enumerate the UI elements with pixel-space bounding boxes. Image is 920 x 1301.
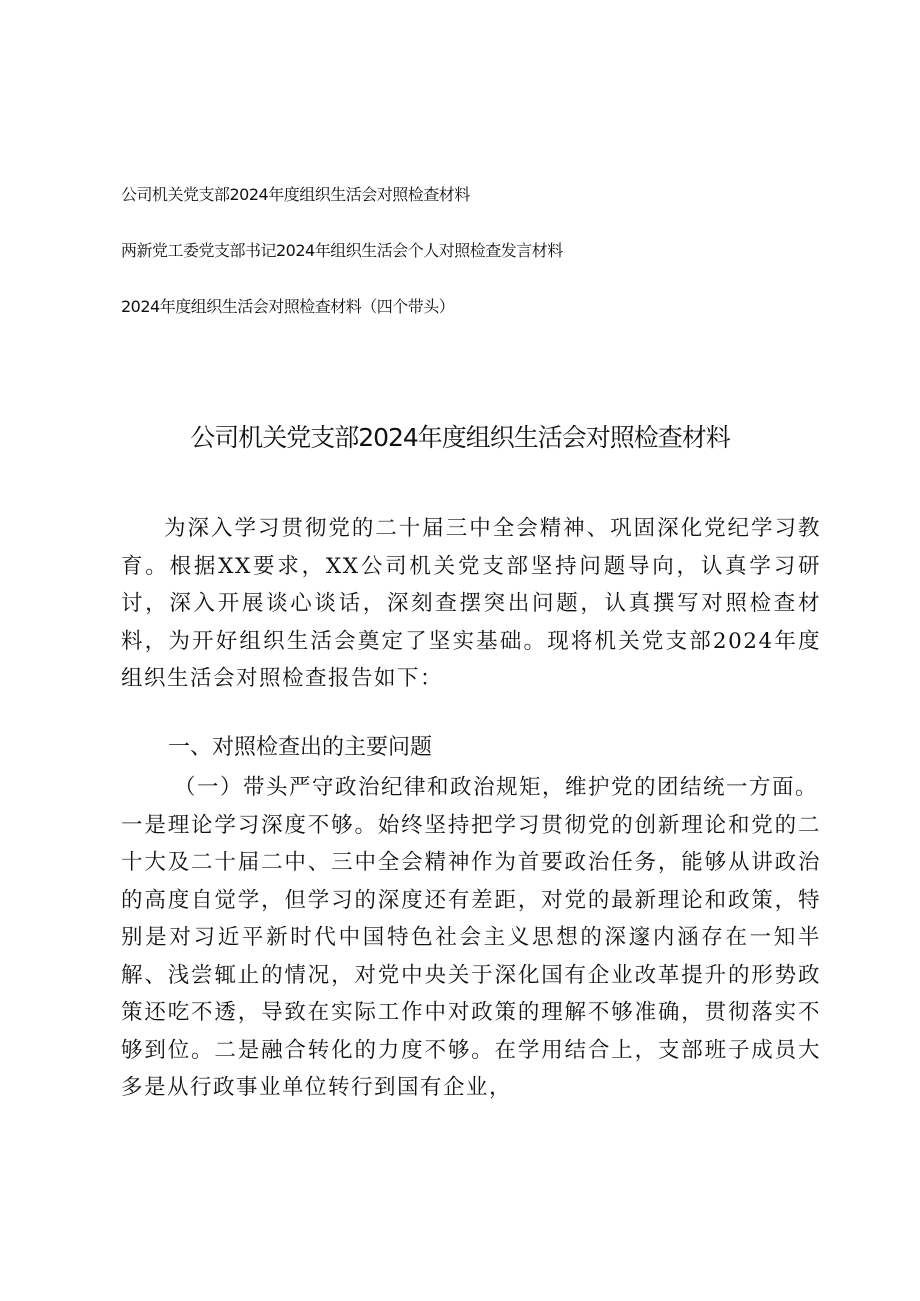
intro-paragraph: 为深入学习贯彻党的二十届三中全会精神、巩固深化党纪学习教育。根据XX要求，XX公司机关党支部坚持问题导向，认真学习研讨，深入开展谈心谈话，深刻查摆突出问题，认真撰写对照检查材料，为开好组织生活会奠定了坚实基础。现将机关党支部2024年度组织生活会对照检查报告如下： xyxy=(121,516,821,691)
toc-item-1: 公司机关党支部2024年度组织生活会对照检查材料 xyxy=(121,185,470,204)
subsection-body-1: 一是理论学习深度不够。始终坚持把学习贯彻党的创新理论和党的二十大及二十届二中、三中全会精神作为首要政治任务，能够从讲政治的高度自觉学，但学习的深度还有差距，对党的最新理论和政策，特别是对习近平新时代中国特色社会主义思想的深邃内涵存在一知半解、浅尝辄止的情况，对党中央关于深化国有企业改革提升的形势政策还吃不透，导致在实际工作中对政策的理解不够准确，贯彻落实不够到位。二是融合转化的力度不够。在学用结合上，支部班子成员大多是从行政事业单位转行到国有企业， xyxy=(121,812,821,1100)
toc-item-3: 2024年度组织生活会对照检查材料（四个带头） xyxy=(121,297,455,316)
section-heading-1: 一、对照检查出的主要问题 xyxy=(168,735,433,760)
section-content xyxy=(121,769,821,1107)
subsection-heading-1: （一）带头严守政治纪律和政治规矩，维护党的团结统一方面。 xyxy=(174,775,819,800)
table-of-contents xyxy=(121,183,761,351)
toc-item-2: 两新党工委党支部书记2024年组织生活会个人对照检查发言材料 xyxy=(121,241,563,260)
document-title: 公司机关党支部2024年度组织生活会对照检查材料 xyxy=(190,423,730,452)
